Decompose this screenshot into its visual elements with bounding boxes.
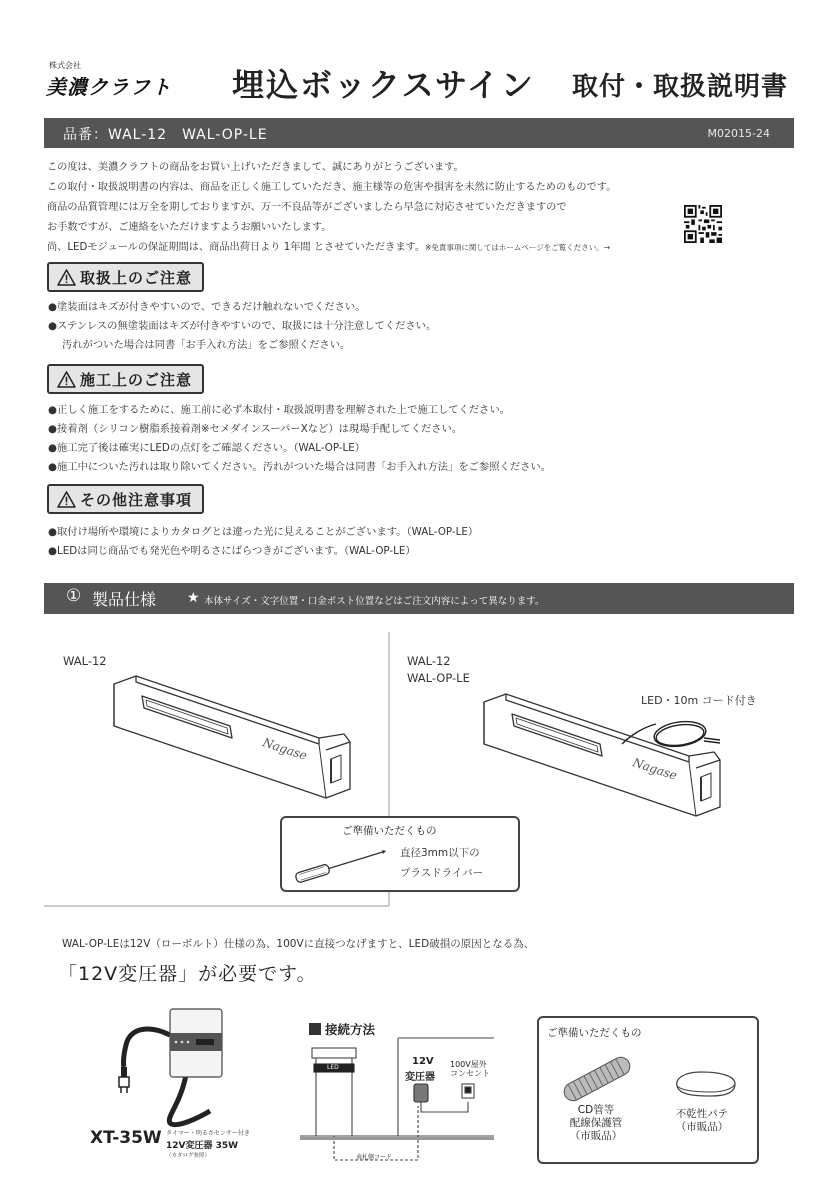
- other-notes-label: その他注意事項: [80, 490, 193, 509]
- prep-box-line2: プラスドライバー: [400, 867, 484, 879]
- sign-script-left: Nagase: [260, 735, 309, 763]
- section-title: 製品仕様: [92, 590, 157, 609]
- other-notes-heading: [47, 484, 204, 514]
- list-item: ●接着剤（シリコン樹脂系接着剤※セメダインスーパーXなど）は現場手配してください。: [48, 423, 463, 435]
- intro-line-warranty: [47, 238, 707, 258]
- product-illustration-area: [44, 614, 804, 914]
- section-number: ①: [66, 586, 82, 606]
- construction-caution-label: 施工上のご注意: [80, 370, 193, 389]
- cd-pipe-label-1: CD管等: [577, 1104, 615, 1116]
- voltage-note: WAL-OP-LEは12V（ローボルト）仕様の為、100Vに直接つなげますと、LED破損の原因となる為、: [62, 938, 535, 950]
- cd-pipe-icon: [557, 1054, 637, 1104]
- intro-line: お手数ですが、ご連絡をいただけますようお願いいたします。: [47, 222, 332, 233]
- prep-box-materials: [537, 1016, 759, 1164]
- putty-label: [667, 1108, 737, 1134]
- intro-line: この度は、美濃クラフトの商品をお買い上げいただきまして、誠にありがとうございます。: [47, 162, 464, 173]
- product-spec-bar: [44, 583, 794, 614]
- warning-icon: [57, 269, 76, 286]
- cd-pipe-label-3: （市販品）: [569, 1130, 623, 1142]
- model-number: 品番：WAL-12 WAL-OP-LE: [63, 127, 268, 143]
- led-cord-label: LED・10m コード付き: [641, 694, 757, 707]
- putty-label-2: （市販品）: [675, 1121, 729, 1133]
- intro-text: [47, 158, 707, 258]
- document-code: M02015-24: [707, 127, 770, 140]
- qr-code-icon[interactable]: [684, 205, 722, 243]
- page-subtitle: 取付・取扱説明書: [572, 72, 789, 102]
- outlet-label-1: 100V屋外: [450, 1060, 487, 1069]
- left-model-label: WAL-12: [63, 654, 107, 668]
- cd-pipe-label-2: 配線保護管: [569, 1117, 623, 1129]
- wal-op-le-sign-drawing: [484, 694, 720, 816]
- prep-box-title: ご準備いただくもの: [342, 825, 437, 837]
- right-model-label-1: WAL-12: [407, 654, 451, 668]
- handling-caution-list: [48, 298, 436, 355]
- handling-caution-label: 取扱上のご注意: [80, 268, 193, 287]
- warranty-text: 尚、LEDモジュールの保証期間は、商品出荷日より 1年間 とさせていただきます。: [47, 242, 426, 253]
- sign-script-right: Nagase: [630, 755, 679, 783]
- connection-diagram: [298, 1036, 498, 1164]
- putty-label-1: 不乾性パテ: [675, 1108, 729, 1120]
- cd-pipe-label: [561, 1104, 631, 1143]
- intro-line: 商品の品質管理には万全を期しておりますが、万一不良品等がございましたら早急に対応させていただきますので: [47, 202, 567, 213]
- transformer-catalog-ref: （カタログ参照）: [166, 1153, 211, 1159]
- connection-method-label: 接続方法: [325, 1022, 376, 1037]
- prep-box-screwdriver: [280, 816, 520, 892]
- putty-icon: [671, 1064, 741, 1104]
- list-item: ●塗装面はキズが付きやすいので、できるだけ触れないでください。: [48, 301, 366, 313]
- outlet-label-2: コンセント: [450, 1069, 490, 1078]
- star-icon: ★: [187, 590, 200, 606]
- prep-box-line1: 直径3mm以下の: [400, 847, 480, 859]
- transformer-illustration: [110, 1005, 270, 1135]
- handling-caution-heading: [47, 262, 204, 292]
- transformer-label-12v: 12V: [412, 1056, 434, 1067]
- cord-label: 表札側コード: [356, 1154, 393, 1161]
- disclaimer-note: ※免責事項に関してはホームページをご覧ください。→: [425, 243, 610, 252]
- list-item: ●取付け場所や環境によりカタログとは違った光に見えることがございます。（WAL-OP-LE）: [48, 526, 479, 538]
- construction-caution-heading: [47, 364, 204, 394]
- intro-line: この取付・取扱説明書の内容は、商品を正しく施工していただき、施主様等の危害や損害を未然に防止するためのものです。: [47, 182, 617, 193]
- list-item: ●施工完了後は確実にLEDの点灯をご確認ください。（WAL-OP-LE）: [48, 442, 366, 454]
- warning-icon: [57, 491, 76, 508]
- screwdriver-icon: [290, 844, 390, 884]
- model-bar: [44, 118, 794, 148]
- list-item: ●LEDは同じ商品でも発光色や明るさにばらつきがございます。（WAL-OP-LE）: [48, 545, 416, 557]
- other-notes-list: [48, 523, 478, 561]
- prep-box-title: ご準備いただくもの: [547, 1027, 642, 1039]
- transformer-required-headline: 「12V変圧器」が必要です。: [58, 963, 317, 985]
- document-header: [44, 60, 804, 110]
- construction-caution-list: [48, 401, 551, 477]
- transformer-feature: タイマー・明るさセンサー付き: [166, 1130, 250, 1137]
- list-item: ●施工中についた汚れは取り除いてください。汚れがついた場合は同書「お手入れ方法」をご参照ください。: [48, 461, 552, 473]
- transformer-label: 変圧器: [405, 1072, 435, 1083]
- right-model-label-2: WAL-OP-LE: [407, 671, 470, 685]
- page-title: 埋込ボックスサイン: [232, 66, 535, 104]
- warning-icon: [57, 371, 76, 388]
- square-bullet-icon: [309, 1023, 321, 1035]
- list-item: 汚れがついた場合は同書「お手入れ方法」をご参照ください。: [62, 339, 351, 351]
- connection-led-label: LED: [327, 1064, 339, 1071]
- list-item: ●ステンレスの無塗装面はキズが付きやすいので、取扱には十分注意してください。: [48, 320, 437, 332]
- company-logo: 美濃クラフト: [46, 75, 172, 99]
- spec-note: 本体サイズ・文字位置・口金ポスト位置などはご注文内容によって異なります。: [204, 596, 545, 607]
- wal-12-sign-drawing: [114, 676, 350, 798]
- list-item: ●正しく施工をするために、施工前に必ず本取付・取扱説明書を理解された上で施工してください。: [48, 404, 511, 416]
- transformer-model: XT-35W: [90, 1128, 162, 1148]
- company-small-label: 株式会社: [49, 61, 81, 70]
- transformer-name: 12V変圧器 35W: [166, 1141, 239, 1151]
